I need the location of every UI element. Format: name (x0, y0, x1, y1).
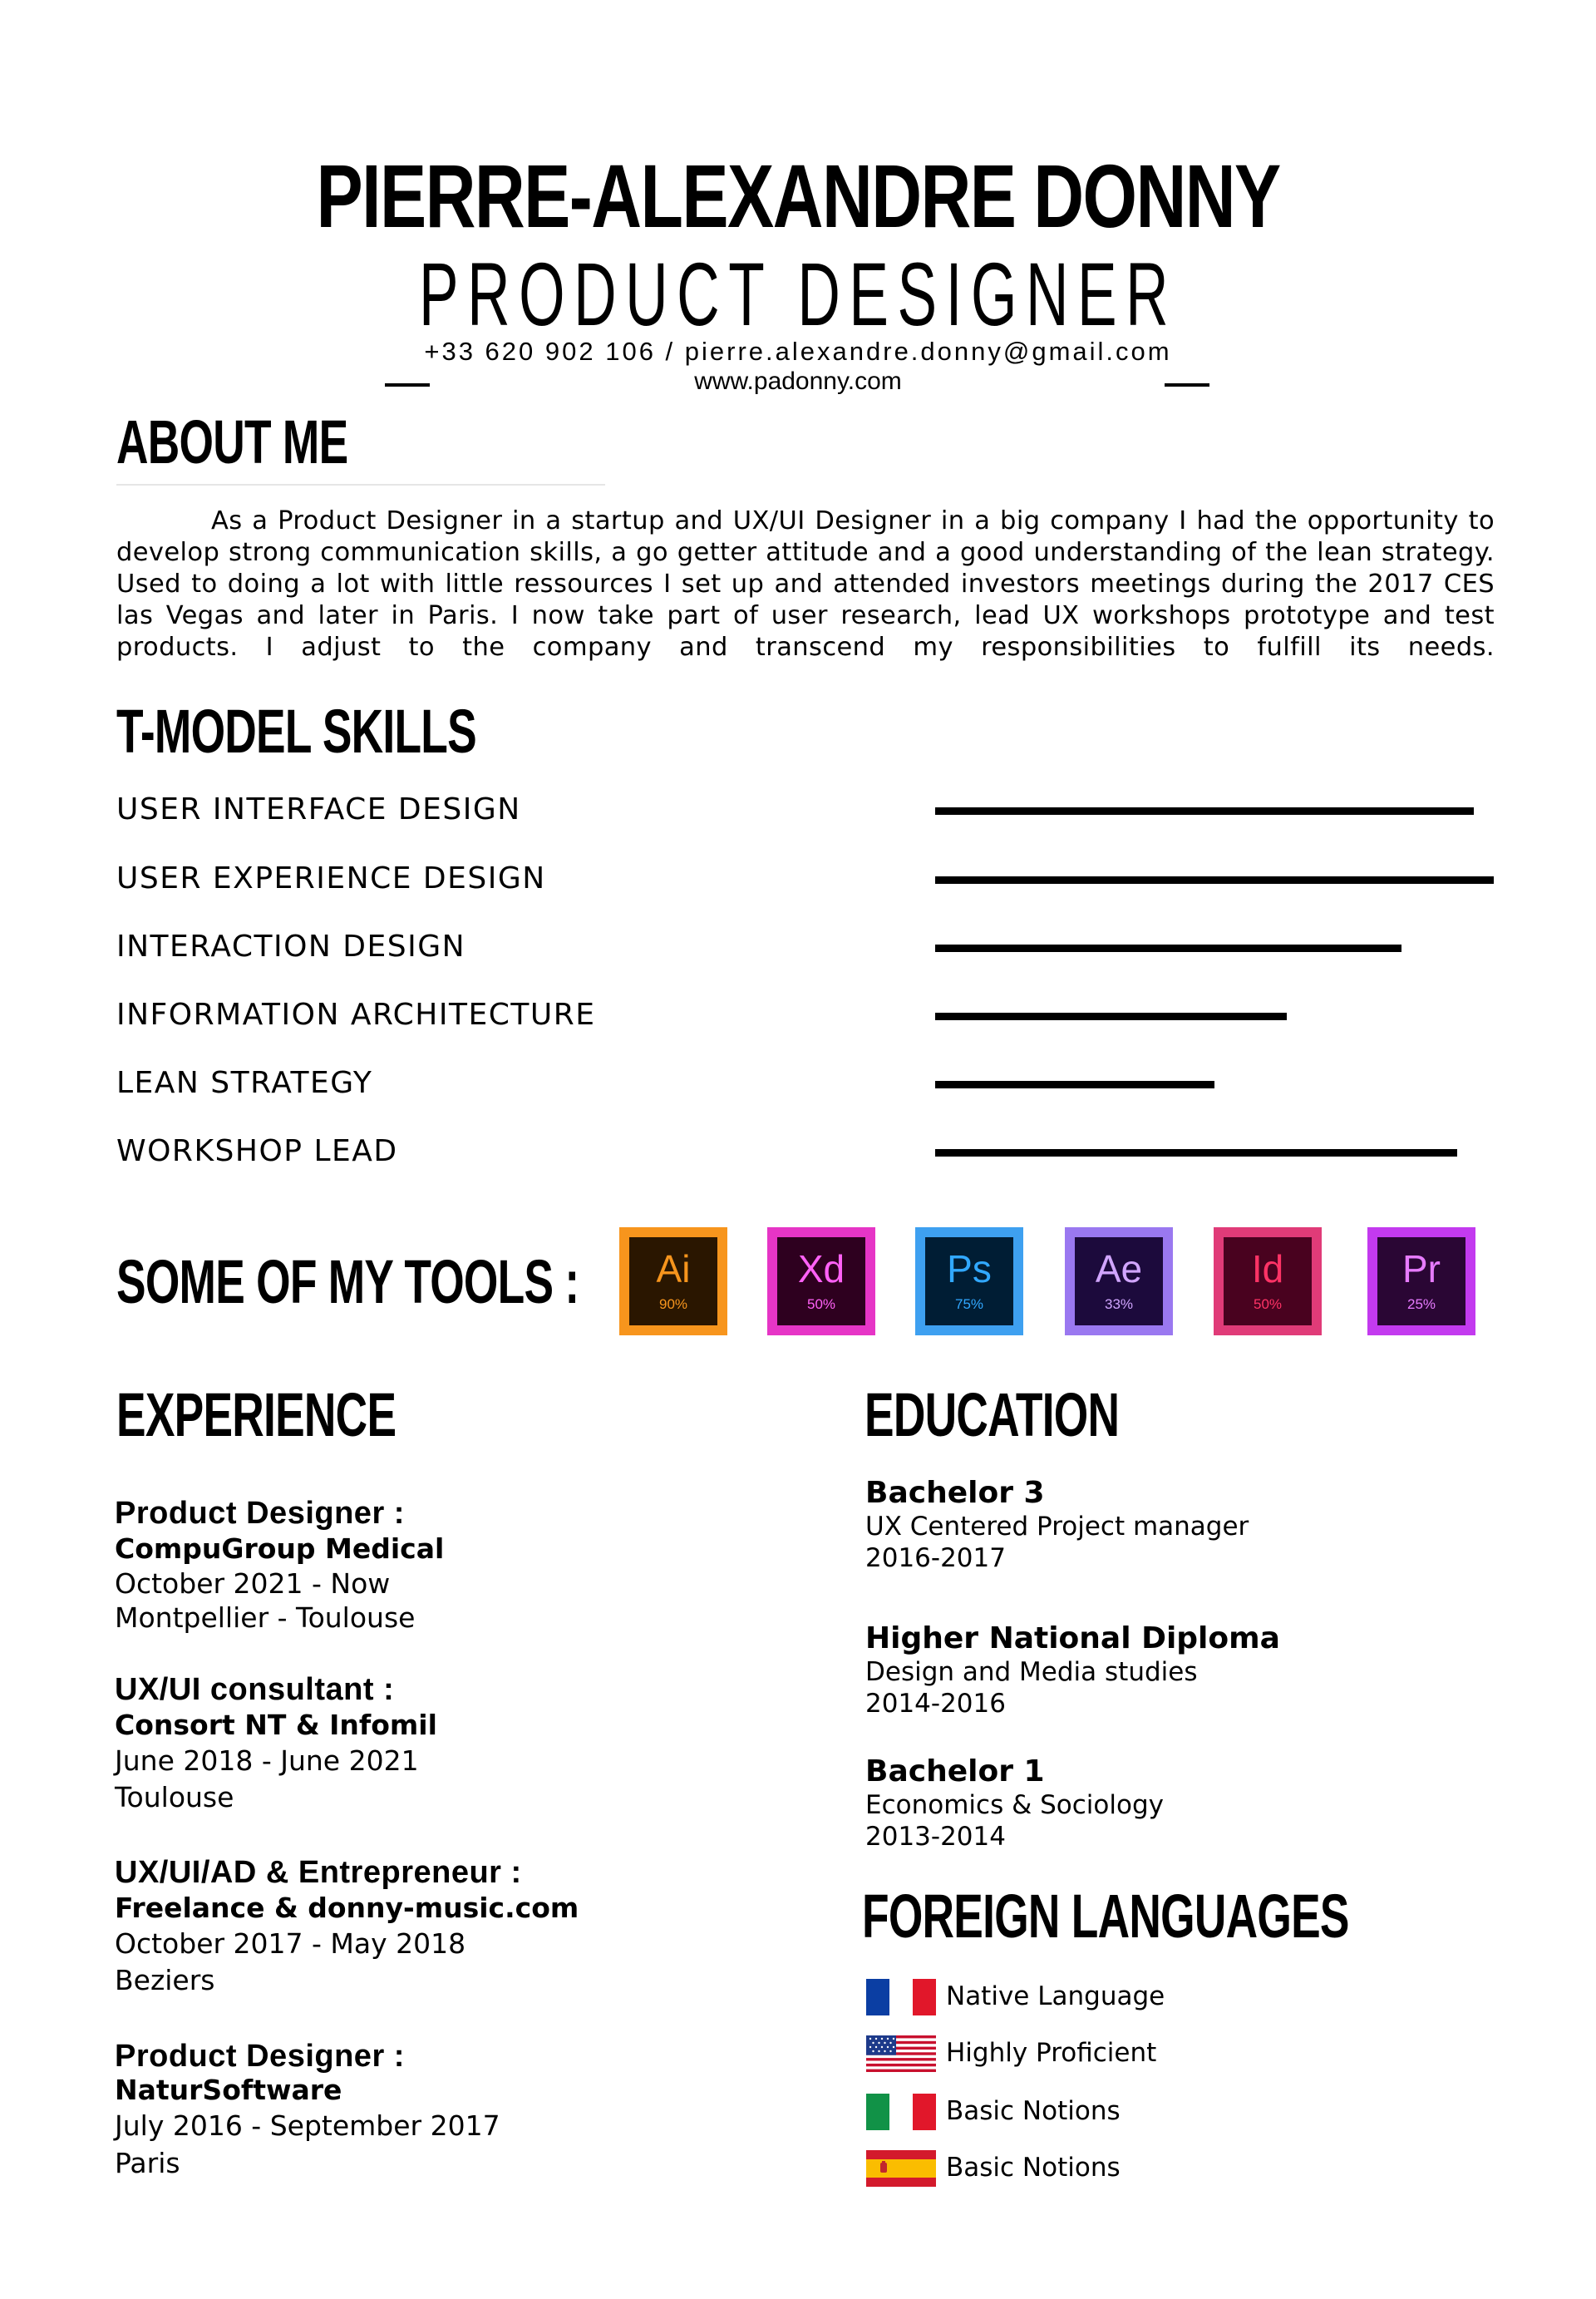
experience-item (115, 1495, 444, 1635)
language-level: Basic Notions (946, 2096, 1121, 2126)
divider-right (1165, 383, 1209, 387)
tool-percent: 75% (954, 1296, 984, 1312)
experience-location: Toulouse (115, 1781, 234, 1813)
education-title: Bachelor 3 (865, 1476, 1045, 1510)
photoshop-icon (915, 1227, 1023, 1335)
language-level: Native Language (946, 1981, 1165, 2011)
tool-percent: 90% (658, 1296, 688, 1312)
experience-dates: October 2017 - May 2018 (115, 1927, 466, 1960)
language-level: Basic Notions (946, 2153, 1121, 2183)
experience-company: Consort NT & Infomil (115, 1709, 437, 1741)
job-title-heading: PRODUCT DESIGNER (418, 244, 1178, 344)
tool-percent: 33% (1104, 1296, 1134, 1312)
italy-flag-icon (866, 2094, 936, 2130)
experience-item (115, 1854, 579, 1999)
experience-location: Paris (115, 2147, 180, 2179)
experience-item (115, 2039, 500, 2182)
experience-dates: October 2021 - Now (115, 1567, 391, 1600)
tool-percent: 25% (1406, 1296, 1436, 1312)
experience-heading: EXPERIENCE (116, 1380, 397, 1449)
contact-info: +33 620 902 106 / pierre.alexandre.donny@gmail.com (424, 337, 1172, 366)
tools-heading: SOME OF MY TOOLS : (116, 1247, 579, 1316)
experience-company: NaturSoftware (115, 2074, 342, 2106)
education-dates: 2013-2014 (865, 1822, 1006, 1852)
experience-item (115, 1671, 437, 1816)
tool-abbr: Pr (1402, 1247, 1441, 1290)
france-flag-icon (866, 1979, 936, 2015)
premiere-icon (1367, 1227, 1475, 1335)
skill-label: INTERACTION DESIGN (116, 930, 466, 964)
experience-title: UX/UI/AD & Entrepreneur : (115, 1855, 522, 1890)
candidate-name: PIERRE-ALEXANDRE DONNY (316, 146, 1280, 246)
about-heading: ABOUT ME (116, 407, 348, 476)
skill-label: USER EXPERIENCE DESIGN (116, 861, 546, 895)
experience-company: CompuGroup Medical (115, 1532, 445, 1565)
about-paragraph: As a Product Designer in a startup and UX/UI Designer in a big company I had the opportunity to develop strong communication skills, a go getter attitude and a good understanding of the lean strategy. Used to doing a lot with little ressources I set up and attended investors meetings during the 2017 CES las Vegas and later in Paris. I now take part of user research, lead UX workshops prototype and test products. I adjust to the company and transcend my responsibilities to fulfill its needs. (116, 506, 1495, 662)
education-field: UX Centered Project manager (865, 1512, 1249, 1542)
education-dates: 2016-2017 (865, 1543, 1006, 1573)
skill-bar (935, 807, 1474, 815)
education-field: Design and Media studies (865, 1657, 1198, 1687)
experience-title: UX/UI consultant : (115, 1672, 395, 1707)
experience-dates: July 2016 - September 2017 (115, 2109, 500, 2142)
skill-label: INFORMATION ARCHITECTURE (116, 998, 596, 1032)
education-field: Economics & Sociology (865, 1790, 1164, 1820)
language-level: Highly Proficient (946, 2038, 1157, 2068)
skill-label: LEAN STRATEGY (116, 1066, 373, 1100)
skill-label: WORKSHOP LEAD (116, 1134, 398, 1168)
tool-abbr: Ae (1095, 1247, 1143, 1290)
skill-bar (935, 1013, 1287, 1020)
education-item (865, 1754, 1164, 1853)
illustrator-icon (619, 1227, 727, 1335)
tool-abbr: Id (1251, 1247, 1284, 1290)
experience-title: Product Designer : (115, 1496, 405, 1531)
tool-percent: 50% (806, 1296, 836, 1312)
indesign-icon (1214, 1227, 1322, 1335)
education-heading: EDUCATION (864, 1380, 1120, 1449)
education-title: Higher National Diploma (865, 1621, 1280, 1655)
after-effects-icon (1065, 1227, 1173, 1335)
xd-icon (767, 1227, 875, 1335)
spain-flag-icon (866, 2150, 936, 2187)
skill-bar (935, 945, 1401, 952)
tool-abbr: Xd (797, 1247, 845, 1290)
skill-label: USER INTERFACE DESIGN (116, 792, 521, 826)
experience-dates: June 2018 - June 2021 (115, 1744, 419, 1777)
skills-heading: T-MODEL SKILLS (116, 697, 476, 766)
experience-company: Freelance & donny-music.com (115, 1892, 579, 1924)
usa-flag-icon (866, 2035, 936, 2072)
education-title: Bachelor 1 (865, 1754, 1045, 1788)
website-link[interactable]: www.padonny.com (694, 368, 902, 395)
tool-percent: 50% (1253, 1296, 1283, 1312)
tool-abbr: Ps (947, 1247, 992, 1290)
skill-bar (935, 876, 1494, 884)
experience-title: Product Designer : (115, 2039, 405, 2074)
education-dates: 2014-2016 (865, 1689, 1006, 1719)
skill-bar (935, 1081, 1214, 1088)
experience-location: Beziers (115, 1964, 215, 1996)
education-item (865, 1476, 1249, 1574)
tool-abbr: Ai (656, 1247, 691, 1290)
experience-location: Montpellier - Toulouse (115, 1601, 416, 1634)
education-item (865, 1621, 1280, 1719)
about-divider (116, 484, 605, 486)
languages-heading: FOREIGN LANGUAGES (862, 1882, 1349, 1951)
skill-bar (935, 1149, 1457, 1157)
